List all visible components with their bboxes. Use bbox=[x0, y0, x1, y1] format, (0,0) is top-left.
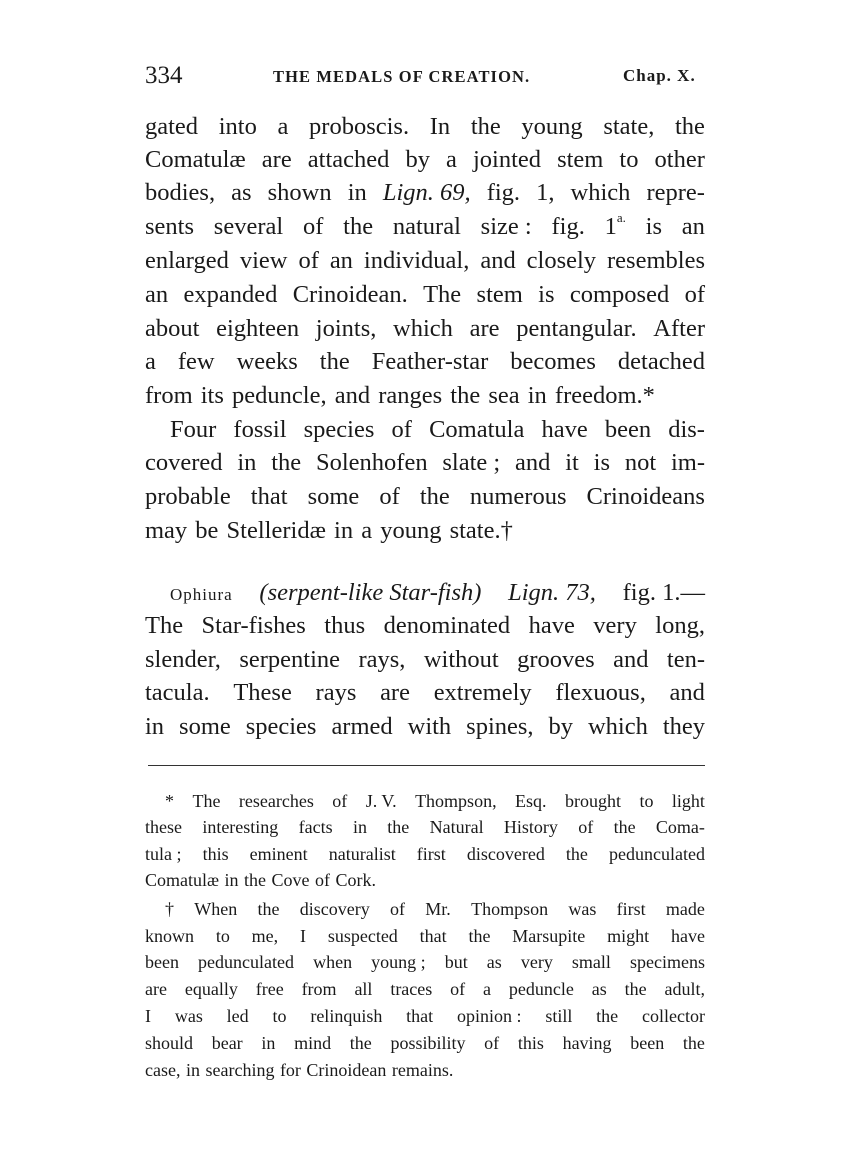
footnote-divider bbox=[148, 765, 705, 766]
running-header bbox=[145, 62, 705, 88]
body-line: gated into a proboscis. In the young state, the bbox=[145, 113, 705, 140]
body-line: The Star-fishes thus denominated have very long, bbox=[145, 612, 705, 639]
page-number: 334 bbox=[145, 62, 183, 89]
body-line: in some species armed with spines, by which they bbox=[145, 713, 705, 740]
body-line: an expanded Crinoidean. The stem is composed of bbox=[145, 281, 705, 308]
body-line: tacula. These rays are extremely flexuous, and bbox=[145, 679, 705, 706]
ophiura-heading-line: Ophiura (serpent-like Star-fish) Lign. 73, fig. 1.— bbox=[170, 576, 705, 610]
chapter-label: Chap. X. bbox=[623, 66, 696, 85]
footnote-line: are equally free from all traces of a peduncle as the adult, bbox=[145, 979, 705, 999]
body-line: from its peduncle, and ranges the sea in freedom.* bbox=[145, 382, 655, 409]
footnote-line: case, in searching for Crinoidean remains. bbox=[145, 1060, 454, 1080]
body-line: probable that some of the numerous Crinoideans bbox=[145, 483, 705, 510]
body-line: about eighteen joints, which are pentangular. After bbox=[145, 315, 705, 342]
footnote-line: Comatulæ in the Cove of Cork. bbox=[145, 870, 376, 890]
body-line: may be Stelleridæ in a young state.† bbox=[145, 517, 513, 544]
footnote-line: † When the discovery of Mr. Thompson was first made bbox=[165, 899, 705, 919]
footnote-line: I was led to relinquish that opinion : still the collector bbox=[145, 1006, 705, 1026]
footnote-line: * The researches of J. V. Thompson, Esq. brought to light bbox=[165, 791, 705, 811]
body-line: covered in the Solenhofen slate ; and it is not im- bbox=[145, 449, 705, 476]
body-line: bodies, as shown in Lign. 69, fig. 1, which repre- bbox=[145, 176, 705, 210]
body-line: sents several of the natural size : fig. $1^{a.}$ is an bbox=[145, 210, 705, 244]
fig-1a-reference: $1^{a.}$ bbox=[604, 209, 626, 240]
body-line: Four fossil species of Comatula have been dis- bbox=[170, 416, 705, 443]
footnote-line: been pedunculated when young ; but as very small specimens bbox=[145, 952, 705, 972]
footnote-line: tula ; this eminent naturalist first discovered the pedunculated bbox=[145, 844, 705, 864]
footnote-line: known to me, I suspected that the Marsupite might have bbox=[145, 926, 705, 946]
lign-reference: Lign. 69, bbox=[382, 179, 471, 206]
running-title: THE MEDALS OF CREATION. bbox=[273, 67, 531, 86]
body-line: Comatulæ are attached by a jointed stem to other bbox=[145, 146, 705, 173]
body-line: slender, serpentine rays, without grooves and ten- bbox=[145, 646, 705, 673]
body-line: enlarged view of an individual, and closely resembles bbox=[145, 247, 705, 274]
footnote-line: should bear in mind the possibility of this having been the bbox=[145, 1033, 705, 1053]
lign-reference: Lign. 73, bbox=[508, 579, 596, 606]
footnote-line: these interesting facts in the Natural History of the Coma- bbox=[145, 817, 705, 837]
body-line: a few weeks the Feather-star becomes detached bbox=[145, 348, 705, 375]
